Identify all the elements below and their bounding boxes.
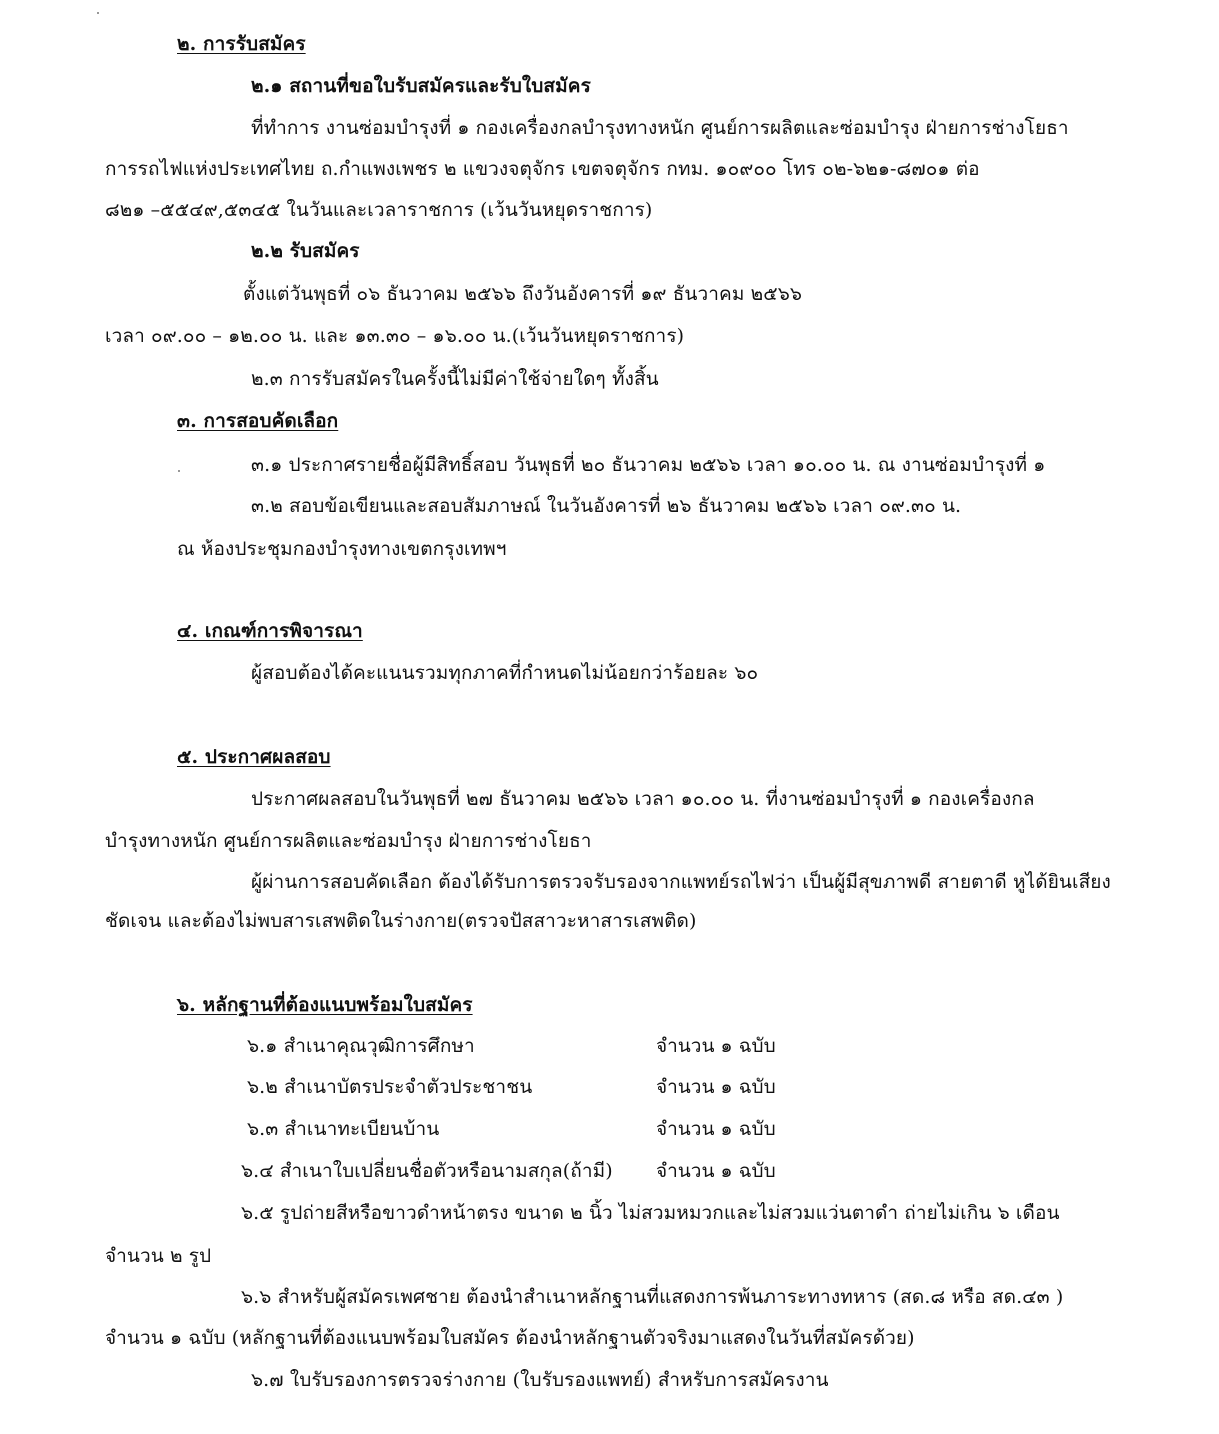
section-2-1-title: ๒.๑ สถานที่ขอใบรับสมัครและรับใบสมัคร [251,75,591,97]
section-2-2-line-1: ตั้งแต่วันพุธที่ ๐๖ ธันวาคม ๒๕๖๖ ถึงวันอังคารที่ ๑๙ ธันวาคม ๒๕๖๖ [243,283,803,305]
section-6-5-line-1: ๖.๕ รูปถ่ายสีหรือขาวดำหน้าตรง ขนาด ๒ นิ้ว ไม่สวมหมวกและไม่สวมแว่นตาดำ ถ่ายไม่เกิน ๖ เดือน [241,1202,1060,1224]
section-3-heading: ๓. การสอบคัดเลือก [177,410,339,432]
section-4-heading: ๔. เกณฑ์การพิจารณา [177,620,363,642]
section-6-3-qty: จำนวน ๑ ฉบับ [656,1118,776,1140]
section-6-6-line-1: ๖.๖ สำหรับผู้สมัครเพศชาย ต้องนำสำเนาหลักฐานที่แสดงการพ้นภาระทางทหาร (สด.๘ หรือ สด.๔๓ ) [241,1286,1064,1308]
section-6-heading: ๖. หลักฐานที่ต้องแนบพร้อมใบสมัคร [177,994,473,1016]
section-6-5-line-2: จำนวน ๒ รูป [105,1245,212,1267]
section-2-1-line-2: การรถไฟแห่งประเทศไทย ถ.กำแพงเพชร ๒ แขวงจตุจักร เขตจตุจักร กทม. ๑๐๙๐๐ โทร ๐๒-๖๒๑-๘๗๐๑ ต่อ [105,158,980,180]
section-5-p2-line-1: ผู้ผ่านการสอบคัดเลือก ต้องได้รับการตรวจรับรองจากแพทย์รถไฟว่า เป็นผู้มีสุขภาพดี สายตาดี หูได้ยินเสียง [251,871,1111,893]
section-2-2-line-2: เวลา ๐๙.๐๐ – ๑๒.๐๐ น. และ ๑๓.๓๐ – ๑๖.๐๐ น.(เว้นวันหยุดราชการ) [105,325,685,347]
section-6-4-qty: จำนวน ๑ ฉบับ [656,1160,776,1182]
section-3-2-line-2: ณ ห้องประชุมกองบำรุงทางเขตกรุงเทพฯ [177,538,507,560]
section-2-3: ๒.๓ การรับสมัครในครั้งนี้ไม่มีค่าใช้จ่ายใดๆ ทั้งสิ้น [251,368,659,390]
section-5-p2-line-2: ชัดเจน และต้องไม่พบสารเสพติดในร่างกาย(ตรวจปัสสาวะหาสารเสพติด) [105,910,697,932]
section-4-body: ผู้สอบต้องได้คะแนนรวมทุกภาคที่กำหนดไม่น้อยกว่าร้อยละ ๖๐ [251,662,759,684]
section-5-p1-line-2: บำรุงทางหนัก ศูนย์การผลิตและซ่อมบำรุง ฝ่ายการช่างโยธา [105,830,592,852]
section-3-2: ๓.๒ สอบข้อเขียนและสอบสัมภาษณ์ ในวันอังคารที่ ๒๖ ธันวาคม ๒๕๖๖ เวลา ๐๙.๓๐ น. [251,495,962,517]
section-2-2-title: ๒.๒ รับสมัคร [251,240,360,262]
section-3-1: ๓.๑ ประกาศรายชื่อผู้มีสิทธิ์สอบ วันพุธที่ ๒๐ ธันวาคม ๒๕๖๖ เวลา ๑๐.๐๐ น. ณ งานซ่อมบำรุงที่ ๑ [251,454,1046,476]
scan-speck [97,12,99,14]
section-6-4-label: ๖.๔ สำเนาใบเปลี่ยนชื่อตัวหรือนามสกุล(ถ้ามี) [241,1160,613,1182]
section-6-2-qty: จำนวน ๑ ฉบับ [656,1076,776,1098]
scan-speck [178,470,180,472]
section-2-1-line-1: ที่ทำการ งานซ่อมบำรุงที่ ๑ กองเครื่องกลบำรุงทางหนัก ศูนย์การผลิตและซ่อมบำรุง ฝ่ายการช่างโยธา [251,117,1069,139]
section-2-1-line-3: ๘๒๑ –๕๕๔๙,๕๓๔๕ ในวันและเวลาราชการ (เว้นวันหยุดราชการ) [105,199,653,221]
section-6-3-label: ๖.๓ สำเนาทะเบียนบ้าน [247,1118,440,1140]
section-6-1-qty: จำนวน ๑ ฉบับ [656,1035,776,1057]
section-2-heading: ๒. การรับสมัคร [177,33,306,55]
section-5-heading: ๕. ประกาศผลสอบ [177,746,331,768]
section-6-1-label: ๖.๑ สำเนาคุณวุฒิการศึกษา [247,1035,475,1057]
section-6-2-label: ๖.๒ สำเนาบัตรประจำตัวประชาชน [247,1076,533,1098]
section-6-6-line-2: จำนวน ๑ ฉบับ (หลักฐานที่ต้องแนบพร้อมใบสมัคร ต้องนำหลักฐานตัวจริงมาแสดงในวันที่สมัครด้วย) [105,1327,915,1349]
section-5-p1-line-1: ประกาศผลสอบในวันพุธที่ ๒๗ ธันวาคม ๒๕๖๖ เวลา ๑๐.๐๐ น. ที่งานซ่อมบำรุงที่ ๑ กองเครื่องกล [251,788,1035,810]
section-6-7: ๖.๗ ใบรับรองการตรวจร่างกาย (ใบรับรองแพทย์) สำหรับการสมัครงาน [251,1369,829,1391]
